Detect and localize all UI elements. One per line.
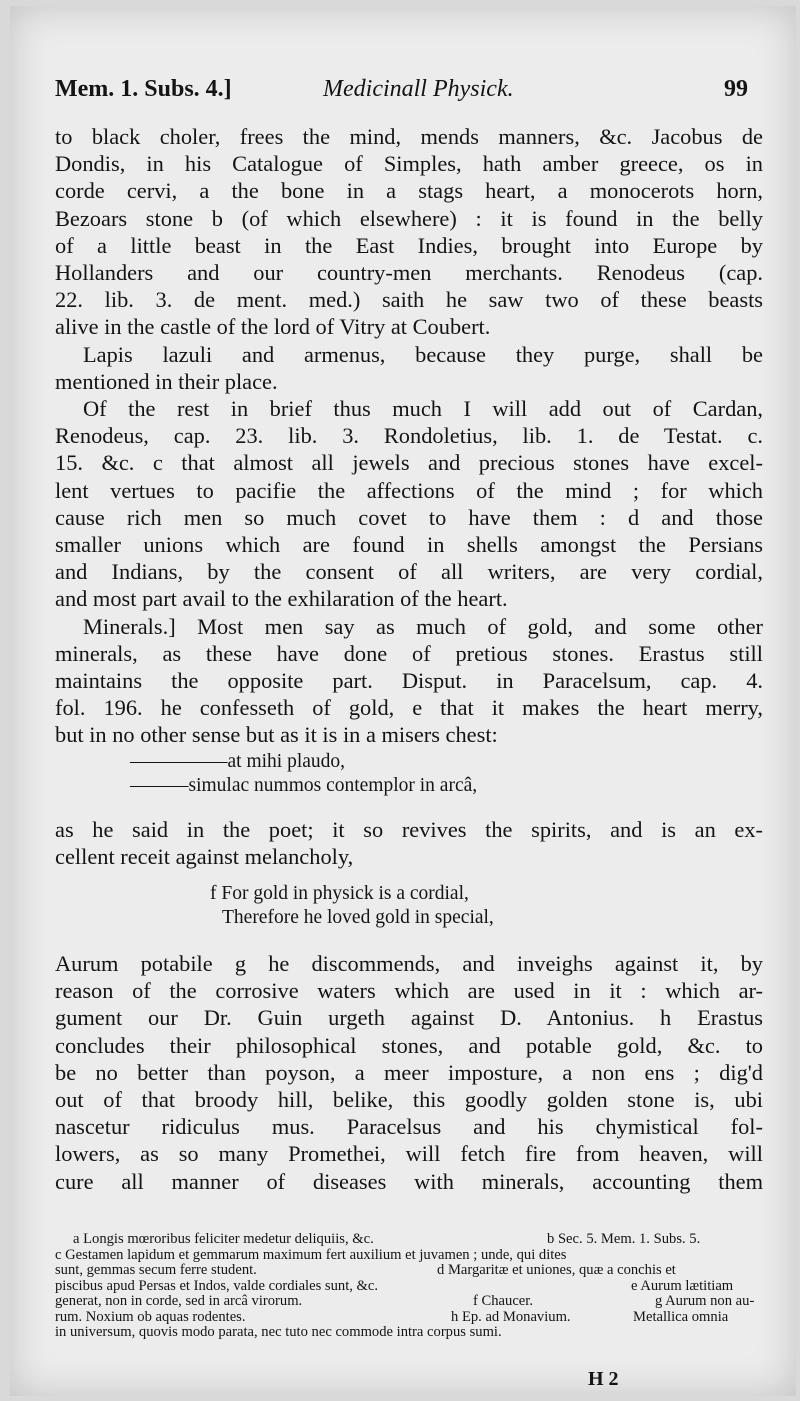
text-line: cellent receit against melancholy,: [55, 844, 354, 870]
text-line: Dondis, in his Catalogue of Simples, hath amber greece, os in: [55, 151, 763, 177]
text-line: Lapis lazuli and armenus, because they purge, shall be: [83, 341, 763, 367]
footnote-line: [55, 1294, 765, 1310]
main-text-continued: [55, 816, 763, 870]
text-line: corde cervi, a the bone in a stags heart, a monocerots horn,: [55, 178, 763, 204]
running-header: [55, 76, 748, 106]
text-line: to black choler, frees the mind, mends manners, &c. Jacobus de: [55, 124, 763, 149]
footnote-line: [55, 1248, 765, 1264]
text-line: reason of the corrosive waters which are used in it : which ar-: [55, 978, 763, 1004]
text-line: be no better than poyson, a meer imposture, a non ens ; dig'd: [55, 1059, 763, 1085]
text-line: Renodeus, cap. 23. lib. 3. Rondoletius, lib. 1. de Testat. c.: [55, 423, 763, 449]
text-line: smaller unions which are found in shells amongst the Persians: [55, 532, 763, 558]
footnote: b Sec. 5. Mem. 1. Subs. 5.: [547, 1231, 701, 1247]
footnote: h Ep. ad Monavium.: [451, 1308, 571, 1325]
verse-line: ———simulac nummos contemplor in arcâ,: [130, 775, 478, 796]
footnote-line: [55, 1263, 765, 1279]
running-title: Medicinall Physick.: [323, 76, 514, 102]
text-line: Minerals.] Most men say as much of gold, and some other: [83, 613, 763, 639]
verse-line: f For gold in physick is a cordial,: [210, 883, 469, 904]
printer-signature: H 2: [588, 1368, 619, 1390]
footnote-continued: sunt, gemmas secum ferre student.: [55, 1262, 257, 1278]
footnote-line: [55, 1325, 765, 1341]
text-line: fol. 196. he confesseth of gold, e that it makes the heart merry,: [55, 695, 763, 721]
text-line: lent vertues to pacifie the affections of the mind ; for which: [55, 477, 763, 503]
footnote-line: [55, 1232, 765, 1248]
text-line: out of that broody hill, belike, this goodly golden stone is, ubi: [55, 1087, 763, 1113]
footnote-line: [55, 1310, 765, 1326]
footnote: c Gestamen lapidum et gemmarum maximum fert auxilium et juvamen ; unde, qui dites: [55, 1246, 567, 1263]
text-line: Bezoars stone b (of which elsewhere) : it is found in the belly: [55, 205, 763, 231]
page-number: 99: [724, 76, 748, 102]
text-line: 22. lib. 3. de ment. med.) saith he saw two of these beasts: [55, 287, 763, 313]
verse-quotation-english: [210, 882, 494, 930]
text-line: 15. &c. c that almost all jewels and precious stones have excel-: [55, 450, 763, 476]
text-line: as he said in the poet; it so revives the spirits, and is an ex-: [55, 817, 763, 842]
book-page: [10, 6, 796, 1396]
text-line: lowers, as so many Promethei, will fetch fire from heaven, will: [55, 1141, 763, 1167]
main-text: [55, 123, 763, 749]
footnote-continued: rum. Noxium ob aquas rodentes.: [55, 1308, 246, 1325]
footnote: d Margaritæ et uniones, quæ a conchis et: [437, 1262, 676, 1278]
footnote-line: [55, 1279, 765, 1295]
text-line: maintains the opposite part. Disput. in Paracelsum, cap. 4.: [55, 668, 763, 694]
text-line: cause rich men so much covet to have them : d and those: [55, 504, 763, 530]
verse-quotation-latin: [130, 750, 477, 798]
footnote-continued: generat, non in corde, sed in arcâ virorum.: [55, 1293, 303, 1309]
text-line: minerals, as these have done of pretious stones. Erastus still: [55, 640, 763, 666]
text-line: nascetur ridiculus mus. Paracelsus and his chymistical fol-: [55, 1114, 763, 1140]
verse-line: Therefore he loved gold in special,: [222, 907, 494, 928]
verse-line: —————at mihi plaudo,: [130, 751, 346, 772]
text-line: and most part avail to the exhilaration of the heart.: [55, 586, 508, 612]
text-line: Aurum potabile g he discommends, and inveighs against it, by: [55, 951, 763, 976]
text-line: and Indians, by the consent of all writers, are very cordial,: [55, 559, 763, 585]
footnote: e Aurum lætitiam: [631, 1277, 734, 1294]
footnote: a Longis mœroribus feliciter medetur deliquiis, &c.: [73, 1231, 374, 1247]
section-reference: Mem. 1. Subs. 4.]: [55, 76, 232, 102]
footnote-continued: in universum, quovis modo parata, nec tuto nec commode intra corpus sumi.: [55, 1324, 502, 1340]
text-line: mentioned in their place.: [55, 368, 278, 394]
text-line: but in no other sense but as it is in a misers chest:: [55, 722, 498, 748]
footnote: g Aurum non au-: [655, 1293, 755, 1309]
text-line: concludes their philosophical stones, and potable gold, &c. to: [55, 1032, 763, 1058]
footnotes: [55, 1232, 765, 1341]
text-line: alive in the castle of the lord of Vitry at Coubert.: [55, 314, 491, 340]
footnote: Metallica omnia: [633, 1308, 729, 1325]
footnote-continued: piscibus apud Persas et Indos, valde cordiales sunt, &c.: [55, 1277, 379, 1294]
footnote: f Chaucer.: [473, 1293, 533, 1309]
text-line: gument our Dr. Guin urgeth against D. Antonius. h Erastus: [55, 1005, 763, 1031]
text-line: Hollanders and our country-men merchants. Renodeus (cap.: [55, 260, 763, 286]
text-line: cure all manner of diseases with minerals, accounting them: [55, 1168, 763, 1194]
text-line: Of the rest in brief thus much I will add out of Cardan,: [83, 396, 763, 422]
main-text-final: [55, 950, 763, 1195]
text-line: of a little beast in the East Indies, brought into Europe by: [55, 232, 763, 258]
